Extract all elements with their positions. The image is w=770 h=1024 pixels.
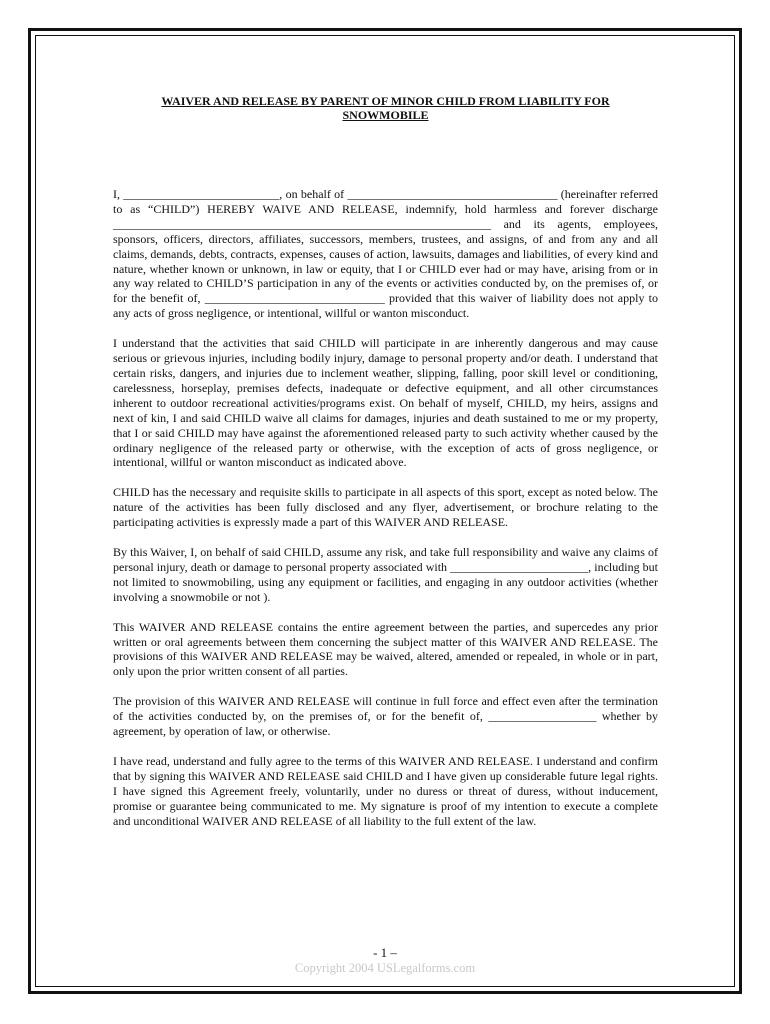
paragraph-risks: I understand that the activities that said CHILD will participate in are inherently dangerous and may cause serious or grievous injuries, including bodily injury, damage to personal property and/or death. I understand that certain risks, dangers, and injuries due to inclement weather, slipping, falling, poor skill level or conditioning, carelessness, horseplay, premises defects, inadequate or defective equipment, and all other circumstances inherent to outdoor recreational activities/programs exist. On behalf of myself, CHILD, my heirs, assigns and next of kin, I and said CHILD waive all claims for damages, injuries and death sustained to me or my property, that I or said CHILD may have against the aforementioned released party to such activity whether caused by the ordinary negligence of the released party or otherwise, with the exception of acts of gross negligence, or intentional, willful or wanton misconduct as indicated above. bbox=[113, 336, 658, 470]
document-body bbox=[113, 94, 658, 844]
paragraph-continuation: The provision of this WAIVER AND RELEASE will continue in full force and effect even after the termination of the activities conducted by, on the premises of, or for the benefit of, __________________ whether by agreement, by operation of law, or otherwise. bbox=[113, 694, 658, 739]
paragraph-assumption: By this Waiver, I, on behalf of said CHILD, assume any risk, and take full responsibility and waive any claims of personal injury, death or damage to personal property associated with _______________________, including but not limited to snowmobiling, using any equipment or facilities, and engaging in any outdoor activities (whether involving a snowmobile or not ). bbox=[113, 545, 658, 604]
copyright-notice: Copyright 2004 USLegalforms.com bbox=[294, 961, 476, 975]
paragraph-release: I, __________________________, on behalf of ___________________________________ (hereinafter referred to as “CHILD”) HEREBY WAIVE AND RELEASE, indemnify, hold harmless and forever discharge _______________________________________________________________ and its agents, employees, sponsors, officers, directors, affiliates, successors, members, trustees, and assigns, of and from any and all claims, demands, debts, contracts, expenses, causes of action, lawsuits, damages and liabilities, of every kind and nature, whether known or unknown, in law or equity, that I or CHILD ever had or may have, arising from or in any way related to CHILD’S participation in any of the events or activities conducted by, on the premises of, or for the benefit of, ______________________________ provided that this waiver of liability does not apply to any acts of gross negligence, or intentional, willful or wanton misconduct. bbox=[113, 187, 658, 321]
page-number: - 1 – bbox=[373, 945, 397, 960]
paragraph-entire-agreement: This WAIVER AND RELEASE contains the entire agreement between the parties, and supercedes any prior written or oral agreements between them concerning the subject matter of this WAIVER AND RELEASE. The provisions of this WAIVER AND RELEASE may be waived, altered, amended or repealed, in whole or in part, only upon the prior written consent of all parties. bbox=[113, 619, 658, 679]
paragraph-acknowledgement: I have read, understand and fully agree to the terms of this WAIVER AND RELEASE. I understand and confirm that by signing this WAIVER AND RELEASE said CHILD and I have given up considerable future legal rights. I have signed this Agreement freely, voluntarily, under no duress or threat of duress, without inducement, promise or guarantee being communicated to me. My signature is proof of my intention to execute a complete and unconditional WAIVER AND RELEASE of all liability to the full extent of the law. bbox=[113, 754, 658, 828]
document-title: WAIVER AND RELEASE BY PARENT OF MINOR CHILD FROM LIABILITY FOR SNOWMOBILE bbox=[161, 94, 610, 122]
paragraph-skills: CHILD has the necessary and requisite skills to participate in all aspects of this sport, except as noted below. The nature of the activities has been fully disclosed and any flyer, advertisement, or brochure relating to the participating activities is expressly made a part of this WAIVER AND RELEASE. bbox=[113, 485, 658, 530]
